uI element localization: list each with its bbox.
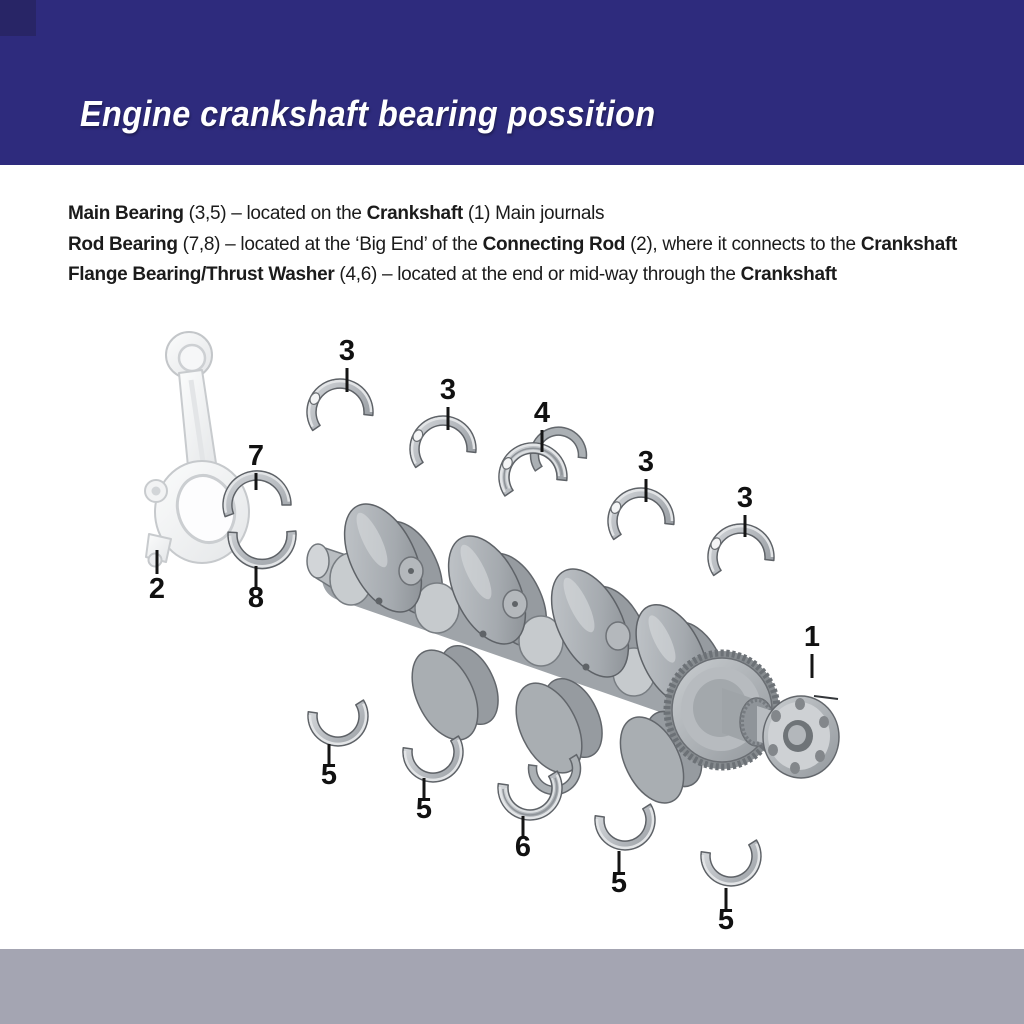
main-bearing-shell-3b <box>403 409 478 468</box>
part-label-5-12 <box>611 851 627 899</box>
part-number-label: 1 <box>803 621 821 653</box>
connecting-rod <box>145 332 249 567</box>
part-number-label: 8 <box>247 582 265 614</box>
main-bearing-shell-5a <box>307 700 374 752</box>
part-label-5-9 <box>321 744 337 791</box>
footer-band <box>0 949 1024 1024</box>
part-number-label: 3 <box>637 446 655 478</box>
main-bearing-shell-5b <box>402 736 469 788</box>
part-number-label: 5 <box>717 904 735 936</box>
page-title: Engine crankshaft bearing possition <box>80 93 656 134</box>
part-number-label: 6 <box>514 831 532 863</box>
part-number-label: 3 <box>439 374 457 406</box>
part-number-label: 5 <box>610 867 628 899</box>
main-bearing-shell-3a <box>300 372 375 431</box>
part-number-label: 7 <box>247 440 265 472</box>
part-number-label: 2 <box>148 573 166 605</box>
description-line-1: Main Bearing (3,5) – located on the Crankshaft (1) Main journals <box>68 203 605 224</box>
part-label-5-10 <box>416 778 432 825</box>
description-line-2: Rod Bearing (7,8) – located at the ‘Big End’ of the Connecting Rod (2), where it connects to the Crankshaft <box>68 233 958 255</box>
part-number-label: 5 <box>415 793 433 825</box>
part-label-7-7 <box>248 440 264 490</box>
main-bearing-shell-3d <box>701 517 776 576</box>
part-number-label: 3 <box>736 482 754 514</box>
part-number-label: 3 <box>338 335 356 367</box>
thrust-washer-6 <box>494 754 590 826</box>
part-label-1-0 <box>804 621 820 678</box>
main-bearing-shell-5d <box>700 840 767 892</box>
main-bearing-shell-5c <box>594 804 661 856</box>
part-label-6-11 <box>515 816 531 863</box>
part-label-5-13 <box>718 888 734 936</box>
part-number-label: 5 <box>320 759 338 791</box>
main-bearing-shell-3c <box>601 481 676 540</box>
description-line-3: Flange Bearing/Thrust Washer (4,6) – located at the end or mid-way through the Crankshaft <box>68 264 837 285</box>
part-number-label: 4 <box>533 397 551 429</box>
part-label-8-8 <box>248 566 264 614</box>
